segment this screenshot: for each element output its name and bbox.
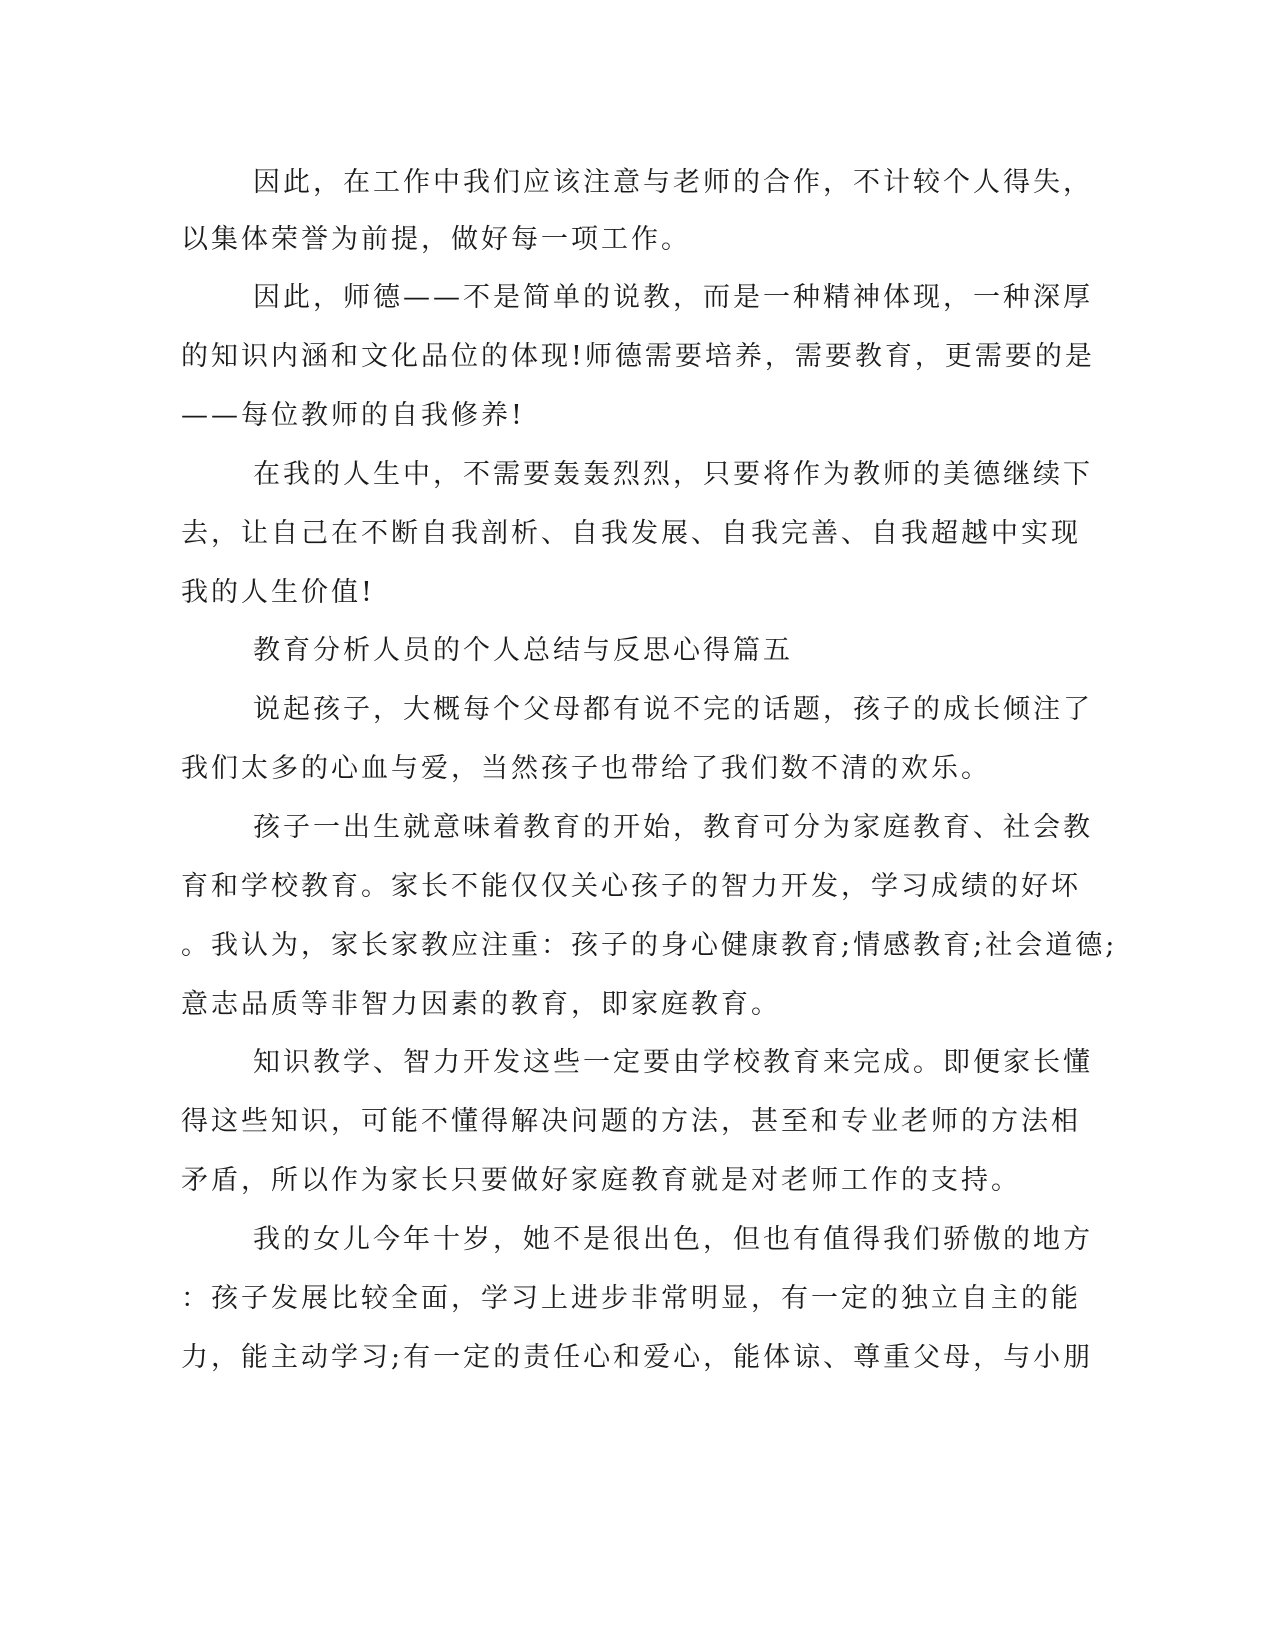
text-line: 因此，在工作中我们应该注意与老师的合作，不计较个人得失，	[253, 167, 1093, 198]
text-line: 得这些知识，可能不懂得解决问题的方法，甚至和专业老师的方法相	[181, 1106, 1081, 1137]
text-line: 我们太多的心血与爱，当然孩子也带给了我们数不清的欢乐。	[181, 753, 991, 784]
text-line: 意志品质等非智力因素的教育，即家庭教育。	[181, 989, 781, 1020]
text-line: ——每位教师的自我修养!	[181, 400, 525, 431]
text-line: 的知识内涵和文化品位的体现!师德需要培养，需要教育，更需要的是	[181, 341, 1095, 372]
text-line: 矛盾，所以作为家长只要做好家庭教育就是对老师工作的支持。	[181, 1165, 1021, 1196]
text-line: 以集体荣誉为前提，做好每一项工作。	[181, 224, 691, 255]
text-line: 在我的人生中，不需要轰轰烈烈，只要将作为教师的美德继续下	[253, 459, 1093, 490]
text-line: 去，让自己在不断自我剖析、自我发展、自我完善、自我超越中实现	[181, 518, 1081, 549]
text-line: 育和学校教育。家长不能仅仅关心孩子的智力开发，学习成绩的好坏	[181, 871, 1081, 902]
text-line: 我的人生价值!	[181, 577, 375, 608]
text-line: ：孩子发展比较全面，学习上进步非常明显，有一定的独立自主的能	[181, 1283, 1081, 1314]
text-line: 知识教学、智力开发这些一定要由学校教育来完成。即便家长懂	[253, 1047, 1093, 1078]
text-line: 孩子一出生就意味着教育的开始，教育可分为家庭教育、社会教	[253, 812, 1093, 843]
text-line: 我的女儿今年十岁，她不是很出色，但也有值得我们骄傲的地方	[253, 1224, 1093, 1255]
text-line: 因此，师德——不是简单的说教，而是一种精神体现，一种深厚	[253, 282, 1093, 313]
text-line: 说起孩子，大概每个父母都有说不完的话题，孩子的成长倾注了	[253, 694, 1093, 725]
text-line: 。我认为，家长家教应注重：孩子的身心健康教育;情感教育;社会道德;	[181, 930, 1118, 961]
section-heading: 教育分析人员的个人总结与反思心得篇五	[253, 635, 793, 666]
text-line: 力，能主动学习;有一定的责任心和爱心，能体谅、尊重父母，与小朋	[181, 1342, 1094, 1373]
